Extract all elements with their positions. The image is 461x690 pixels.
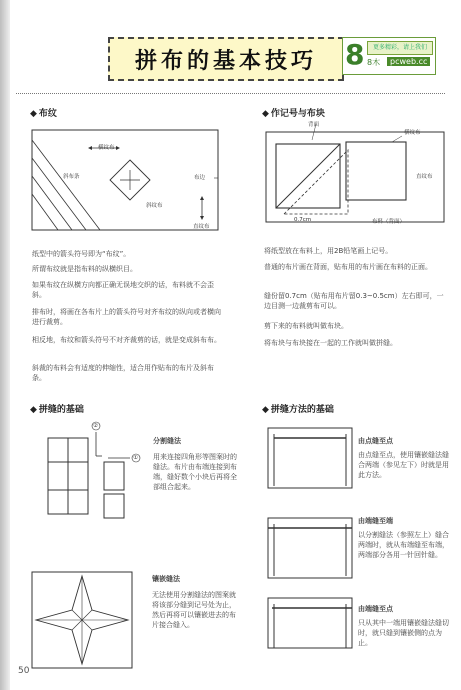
piecing-heading: ◆ 拼缝的基础 xyxy=(30,402,84,415)
page-edge xyxy=(0,0,10,690)
method-1-title: 由点缝至点 xyxy=(358,437,393,445)
header-divider xyxy=(16,93,445,94)
grain-p1: 纸型中的箭头符号即为“布纹”。 xyxy=(32,250,131,258)
grain-heading: ◆ 布纹 xyxy=(30,106,57,119)
inset-seam-diagram xyxy=(28,568,138,672)
grain-p3: 如果布纹在纵横方向都正确无误地交织的话，布料就不会歪斜。 xyxy=(32,281,214,299)
marking-label-fabric-back: 布料（背面） xyxy=(372,219,406,225)
grain-p5: 相反地，布纹和箭头符号不对齐裁剪的话，就是变成斜布布。 xyxy=(32,336,221,344)
split-seam-diagram xyxy=(40,416,150,540)
methods-diagrams xyxy=(264,420,356,650)
logo-number: 8 xyxy=(345,38,365,71)
marking-heading: ◆ 作记号与布块 xyxy=(262,106,325,119)
grain-p6: 斜裁的布料会有适度的伸缩性，适合用作贴布的布片及斜布条。 xyxy=(32,364,214,382)
method-2-body: 以分割缝法（参照左上）缝合两端时，就从布端缝至布端，两端部分各用一针回针缝。 xyxy=(358,531,449,559)
split-title: 分割缝法 xyxy=(153,437,181,445)
marking-p2: 普通的布片画在背面，贴布用的布片画在布料的正面。 xyxy=(264,263,432,271)
methods-heading: ◆ 拼缝方法的基础 xyxy=(262,402,334,415)
logo-url: pcweb.cc xyxy=(387,57,430,66)
split-body: 用来连接四角形等图案时的缝法。布片由布端连接到布端，缝好数个小块后再将全部组合起来。 xyxy=(153,453,237,491)
marking-label-back: 背面 xyxy=(308,122,320,128)
logo-badge: 更多精彩，请上我们 xyxy=(367,41,433,55)
grain-label-selvage: 布边 xyxy=(194,175,206,181)
logo xyxy=(342,37,436,75)
page-number: 50 xyxy=(18,666,30,676)
marking-p5: 将布块与布块接在一起的工作就叫做拼缝。 xyxy=(264,339,397,347)
inset-body: 无法使用分割缝法的图案就将该部分缝到记号处为止，然后再将可以镶嵌进去的布片接合缝入。 xyxy=(152,591,236,629)
method-3-body: 只从其中一端用镶嵌缝法缝切时，就只缝到镶嵌侧的点为止。 xyxy=(358,619,449,647)
split-step-2: ② xyxy=(93,423,98,429)
marking-label-vertical: 直纹布 xyxy=(416,174,433,180)
grain-label-bias-strip: 斜布条 xyxy=(63,174,80,180)
method-2-title: 由端缝至端 xyxy=(358,517,393,525)
grain-label-horizontal: 横纹布 xyxy=(98,145,115,151)
marking-p3: 缝份留0.7cm（贴布用布片留0.3~0.5cm）左右即可，一边目测一边裁剪布可以。 xyxy=(264,292,444,310)
marking-label-allowance: 0.7cm xyxy=(294,217,312,223)
split-step-1: ① xyxy=(133,455,138,461)
grain-p2: 所谓布纹就是指布料的纵横织目。 xyxy=(32,265,137,273)
marking-p1: 将纸型放在布料上，用2B铅笔画上记号。 xyxy=(264,247,393,255)
logo-sub: 8木 xyxy=(367,58,381,67)
inset-title: 镶嵌缝法 xyxy=(152,575,180,583)
marking-label-horizontal: 横纹布 xyxy=(404,130,421,136)
grain-label-bias: 斜纹布 xyxy=(146,203,163,209)
method-1-body: 由点缝至点，使用镶嵌缝法缝合两端（参见左下）时就是用此方法。 xyxy=(358,451,449,479)
grain-label-vertical: 直纹布 xyxy=(193,224,210,230)
page-title: 拼布的基本技巧 xyxy=(134,47,317,74)
grain-p4: 排布时，将画在各布片上的箭头符号对齐布纹的纵向或者横向进行裁剪。 xyxy=(32,308,221,326)
method-3-title: 由端缝至点 xyxy=(358,605,393,613)
marking-p4: 剪下来的布料就叫做布块。 xyxy=(264,322,348,330)
page-title-box xyxy=(108,37,344,81)
